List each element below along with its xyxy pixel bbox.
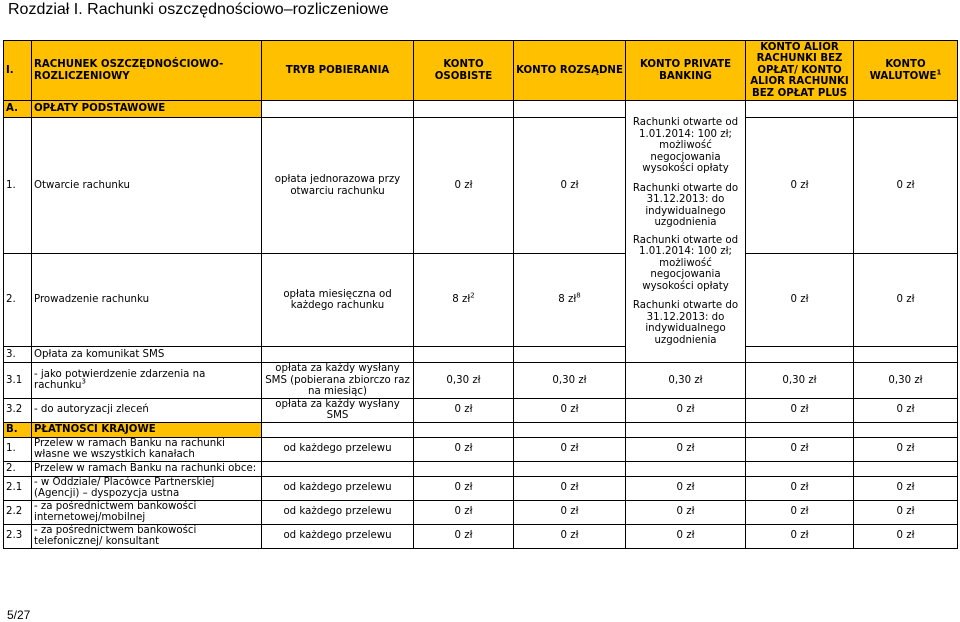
table-header-row <box>4 41 958 101</box>
table-row <box>4 500 958 524</box>
table-row <box>4 254 958 347</box>
table-row <box>4 524 958 548</box>
fee-table <box>3 40 958 549</box>
cell-walutowe: 0 zł <box>854 398 958 422</box>
header-walutowe-footnote: 1 <box>936 68 942 77</box>
cell-private: 0 zł <box>626 398 746 422</box>
cell-osobiste: 0 zł <box>414 118 514 254</box>
header-title: RACHUNEK OSZCZĘDNOŚCIOWO-ROZLICZENIOWY <box>32 41 262 101</box>
row-mode: od każdego przelewu <box>262 476 414 500</box>
section-b-title: PŁATNOŚCI KRAJOWE <box>32 422 262 437</box>
cell-osobiste: 0 zł <box>414 437 514 461</box>
cell-rozsadne: 0,30 zł <box>514 363 626 399</box>
cell-walutowe: 0 zł <box>854 118 958 254</box>
cell-rozsadne <box>514 254 626 347</box>
row-num: 1. <box>4 118 32 254</box>
section-a-num: A. <box>4 101 32 118</box>
row-label: - za pośrednictwem bankowości telefonicznej/ konsultant <box>32 524 262 548</box>
cell-private: 0 zł <box>626 437 746 461</box>
row-label: - do autoryzacji zleceń <box>32 398 262 422</box>
footnote-marker: 3 <box>81 377 86 386</box>
header-konto-rozsadne: KONTO ROZSĄDNE <box>514 41 626 101</box>
footnote-marker: 8 <box>576 291 581 300</box>
cell-alior: 0 zł <box>746 398 854 422</box>
cell-osobiste-value: 8 zł <box>452 294 471 306</box>
private-note-new: Rachunki otwarte od 1.01.2014: 100 zł; możliwość negocjowania wysokości opłaty <box>632 117 739 174</box>
table-row <box>4 118 958 254</box>
cell-osobiste: 0,30 zł <box>414 363 514 399</box>
cell-osobiste: 0 zł <box>414 524 514 548</box>
row-num: 3.2 <box>4 398 32 422</box>
row-mode: opłata miesięczna od każdego rachunku <box>262 254 414 347</box>
header-konto-alior: KONTO ALIOR RACHUNKI BEZ OPŁAT/ KONTO ALIOR RACHUNKI BEZ OPŁAT PLUS <box>746 41 854 101</box>
row-mode: opłata jednorazowa przy otwarciu rachunku <box>262 118 414 254</box>
row-num: 3.1 <box>4 363 32 399</box>
cell-alior: 0 zł <box>746 524 854 548</box>
row-num: 2. <box>4 461 32 476</box>
cell-rozsadne: 0 zł <box>514 476 626 500</box>
cell-rozsadne: 0 zł <box>514 398 626 422</box>
cell-osobiste: 0 zł <box>414 500 514 524</box>
cell-rozsadne: 0 zł <box>514 524 626 548</box>
row-label: Opłata za komunikat SMS <box>32 347 262 363</box>
cell-walutowe: 0 zł <box>854 437 958 461</box>
cell-osobiste <box>414 254 514 347</box>
row-mode: od każdego przelewu <box>262 500 414 524</box>
cell-private: 0 zł <box>626 524 746 548</box>
cell-alior: 0 zł <box>746 254 854 347</box>
row-num: 2.3 <box>4 524 32 548</box>
cell-walutowe: 0 zł <box>854 254 958 347</box>
cell-alior: 0 zł <box>746 500 854 524</box>
row-label <box>32 363 262 399</box>
row-mode: od każdego przelewu <box>262 524 414 548</box>
row-label: Przelew w ramach Banku na rachunki obce: <box>32 461 262 476</box>
row-mode: opłata za każdy wysłany SMS <box>262 398 414 422</box>
row-label-text: - jako potwierdzenie zdarzenia na rachunku <box>34 368 206 392</box>
row-label: - za pośrednictwem bankowości internetowej/mobilnej <box>32 500 262 524</box>
header-walutowe-label: KONTO WALUTOWE <box>869 59 937 82</box>
header-num: I. <box>4 41 32 101</box>
row-num: 2.1 <box>4 476 32 500</box>
row-label: - w Oddziale/ Placówce Partnerskiej (Agencji) – dyspozycja ustna <box>32 476 262 500</box>
cell-rozsadne: 0 zł <box>514 118 626 254</box>
table-row <box>4 461 958 476</box>
row-label: Otwarcie rachunku <box>32 118 262 254</box>
cell-rozsadne: 0 zł <box>514 500 626 524</box>
table-row <box>4 347 958 363</box>
row-num: 2. <box>4 254 32 347</box>
row-num: 3. <box>4 347 32 363</box>
private-note-old: Rachunki otwarte do 31.12.2013: do indywidualnego uzgodnienia <box>632 182 739 228</box>
section-a-title: OPŁATY PODSTAWOWE <box>32 101 262 118</box>
row-num: 1. <box>4 437 32 461</box>
cell-alior: 0 zł <box>746 476 854 500</box>
cell-rozsadne: 0 zł <box>514 437 626 461</box>
section-b-num: B. <box>4 422 32 437</box>
cell-walutowe: 0 zł <box>854 500 958 524</box>
private-note-new-2: Rachunki otwarte od 1.01.2014: 100 zł; możliwość negocjowania wysokości opłaty <box>632 234 739 292</box>
private-banking-note <box>626 101 746 363</box>
section-b-row <box>4 422 958 437</box>
row-num: 2.2 <box>4 500 32 524</box>
cell-walutowe: 0 zł <box>854 524 958 548</box>
private-note-old-2: Rachunki otwarte do 31.12.2013: do indywidualnego uzgodnienia <box>632 300 739 346</box>
table-row <box>4 437 958 461</box>
row-label: Przelew w ramach Banku na rachunki własne we wszystkich kanałach <box>32 437 262 461</box>
cell-walutowe: 0,30 zł <box>854 363 958 399</box>
table-row <box>4 398 958 422</box>
cell-rozsadne-value: 8 zł <box>558 294 577 306</box>
cell-osobiste: 0 zł <box>414 398 514 422</box>
cell-alior: 0,30 zł <box>746 363 854 399</box>
row-label: Prowadzenie rachunku <box>32 254 262 347</box>
header-konto-osobiste: KONTO OSOBISTE <box>414 41 514 101</box>
table-row <box>4 476 958 500</box>
footnote-marker: 2 <box>470 291 475 300</box>
cell-osobiste: 0 zł <box>414 476 514 500</box>
cell-alior: 0 zł <box>746 118 854 254</box>
cell-private: 0,30 zł <box>626 363 746 399</box>
row-mode: od każdego przelewu <box>262 437 414 461</box>
cell-private: 0 zł <box>626 500 746 524</box>
cell-alior: 0 zł <box>746 437 854 461</box>
header-konto-walutowe <box>854 41 958 101</box>
table-row <box>4 363 958 399</box>
chapter-title: Rozdział I. Rachunki oszczędnościowo–rozliczeniowe <box>8 1 389 18</box>
cell-private: 0 zł <box>626 476 746 500</box>
section-a-row <box>4 101 958 118</box>
header-mode: TRYB POBIERANIA <box>262 41 414 101</box>
page-number: 5/27 <box>7 608 31 622</box>
header-konto-private: KONTO PRIVATE BANKING <box>626 41 746 101</box>
row-mode: opłata za każdy wysłany SMS (pobierana zbiorczo raz na miesiąc) <box>262 363 414 399</box>
cell-walutowe: 0 zł <box>854 476 958 500</box>
